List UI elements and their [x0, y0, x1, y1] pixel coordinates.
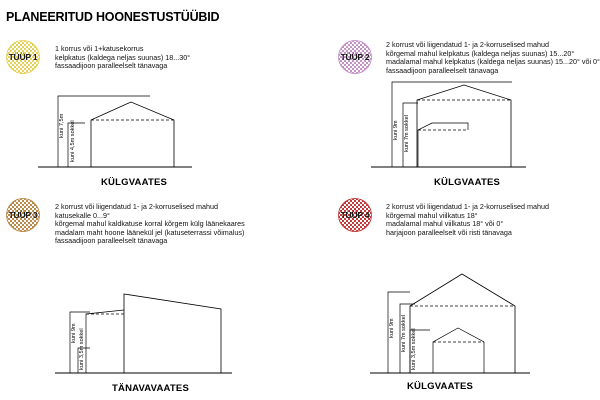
type-4-view-label: KÜLGVAATES	[407, 381, 474, 392]
type-1-height-label: kuni 7,5m	[59, 113, 65, 138]
higher-volume-outline	[417, 85, 511, 167]
type-2-view-label: KÜLGVAATES	[434, 177, 501, 188]
type-4-line: harjajoon paralleelselt või risti tänavaga	[386, 227, 512, 237]
type-3-line: 2 korrust või liigendatud 1- ja 2-korruselised mahud	[55, 202, 218, 211]
type-3-line: fassaadijoon paralleelselt tänavaga	[55, 236, 168, 246]
type-2-height-label: kuni 9m	[393, 120, 399, 140]
type-4-line: kõrgemal mahul viilkatus 18°	[386, 210, 478, 220]
type-4-badge-label: TÜÜP 4	[340, 210, 370, 220]
type-2-plinth-label: kuni 7m sokkel	[404, 115, 410, 152]
type-2-line: kõrgemal mahul kelpkatus (kaldega neljas suunas) 15...20°	[386, 48, 575, 58]
type-3-badge-label: TÜÜP 3	[8, 210, 38, 220]
type-3-line: kõrgemal mahul kaldkatuse korral kõrgem külg läänekaares	[55, 219, 245, 229]
type-1-line: 1 korrus või 1+katusekorrus	[55, 44, 144, 53]
type-4-mid-label: kuni 7m sokkel	[401, 315, 407, 352]
building-outline	[91, 102, 174, 167]
type-3-plinth-label: kuni 3,5m sokkel	[79, 328, 85, 370]
type-3-height-label: kuni 9m	[71, 323, 77, 343]
type-4-height-label: kuni 9m	[389, 318, 395, 338]
type-4-line: 2 korrust või liigendatud 1- ja 2-korruselised mahud	[386, 202, 549, 211]
low-volume-outline	[86, 310, 124, 373]
lower-volume-outline	[433, 328, 484, 373]
type-2-line: fassaadijoon paralleelselt tänavaga	[386, 65, 499, 75]
type-1-line: kelpkatus (kaldega neljas suunas) 18...30°	[55, 52, 191, 62]
lower-volume-outline	[418, 123, 468, 167]
type-4-line: madalamal mahul viilkatus 18° või 0°	[386, 219, 504, 229]
type-4-plinth-label: kuni 3,5m sokkel	[411, 328, 417, 370]
higher-volume-outline	[410, 274, 515, 373]
type-1-view-label: KÜLGVAATES	[101, 177, 168, 188]
type-1-badge-label: TÜÜP 1	[8, 52, 38, 62]
type-1-line: fassaadijoon paralleelselt tänavaga	[55, 61, 168, 71]
type-3-line: katusekalle 0...9°	[55, 210, 110, 220]
high-volume-outline	[124, 294, 221, 373]
type-2-line: 2 korrust või liigendatud 1- ja 2-korruselised mahud	[386, 40, 549, 49]
type-1-plinth-label: kuni 4,5m sokkel	[70, 120, 76, 162]
page-title: PLANEERITUD HOONESTUSTÜÜBID	[6, 10, 220, 24]
type-2-badge-label: TÜÜP 2	[340, 52, 370, 62]
type-3-line: madalam maht hoone läänekül jel (katuseterrassi võimalus)	[55, 227, 245, 237]
type-2-line: madalamal mahul kelpkatus (kaldega neljas suunas) 15...20° või 0°	[386, 57, 600, 67]
type-3-view-label: TÄNAVAVAATES	[112, 383, 189, 394]
